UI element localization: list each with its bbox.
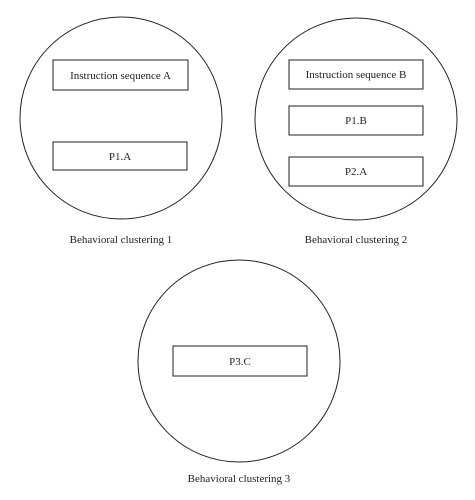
cluster-2-item-2-label: P1.B: [345, 115, 367, 127]
cluster-3-caption: Behavioral clustering 3: [187, 473, 291, 485]
cluster-1-caption: Behavioral clustering 1: [69, 234, 173, 246]
cluster-2: [255, 18, 457, 246]
cluster-2-item-1-label: Instruction sequence B: [305, 69, 407, 81]
cluster-2-caption: Behavioral clustering 2: [304, 234, 408, 246]
cluster-1-item-2-label: P1.A: [108, 151, 132, 163]
cluster-1: [20, 17, 222, 246]
cluster-1-item-1-label: Instruction sequence A: [70, 70, 171, 82]
cluster-1-circle: [20, 17, 222, 219]
cluster-2-item-3-label: P2.A: [344, 166, 368, 178]
cluster-3-item-1-label: P3.C: [229, 356, 251, 368]
cluster-3: [138, 260, 340, 485]
